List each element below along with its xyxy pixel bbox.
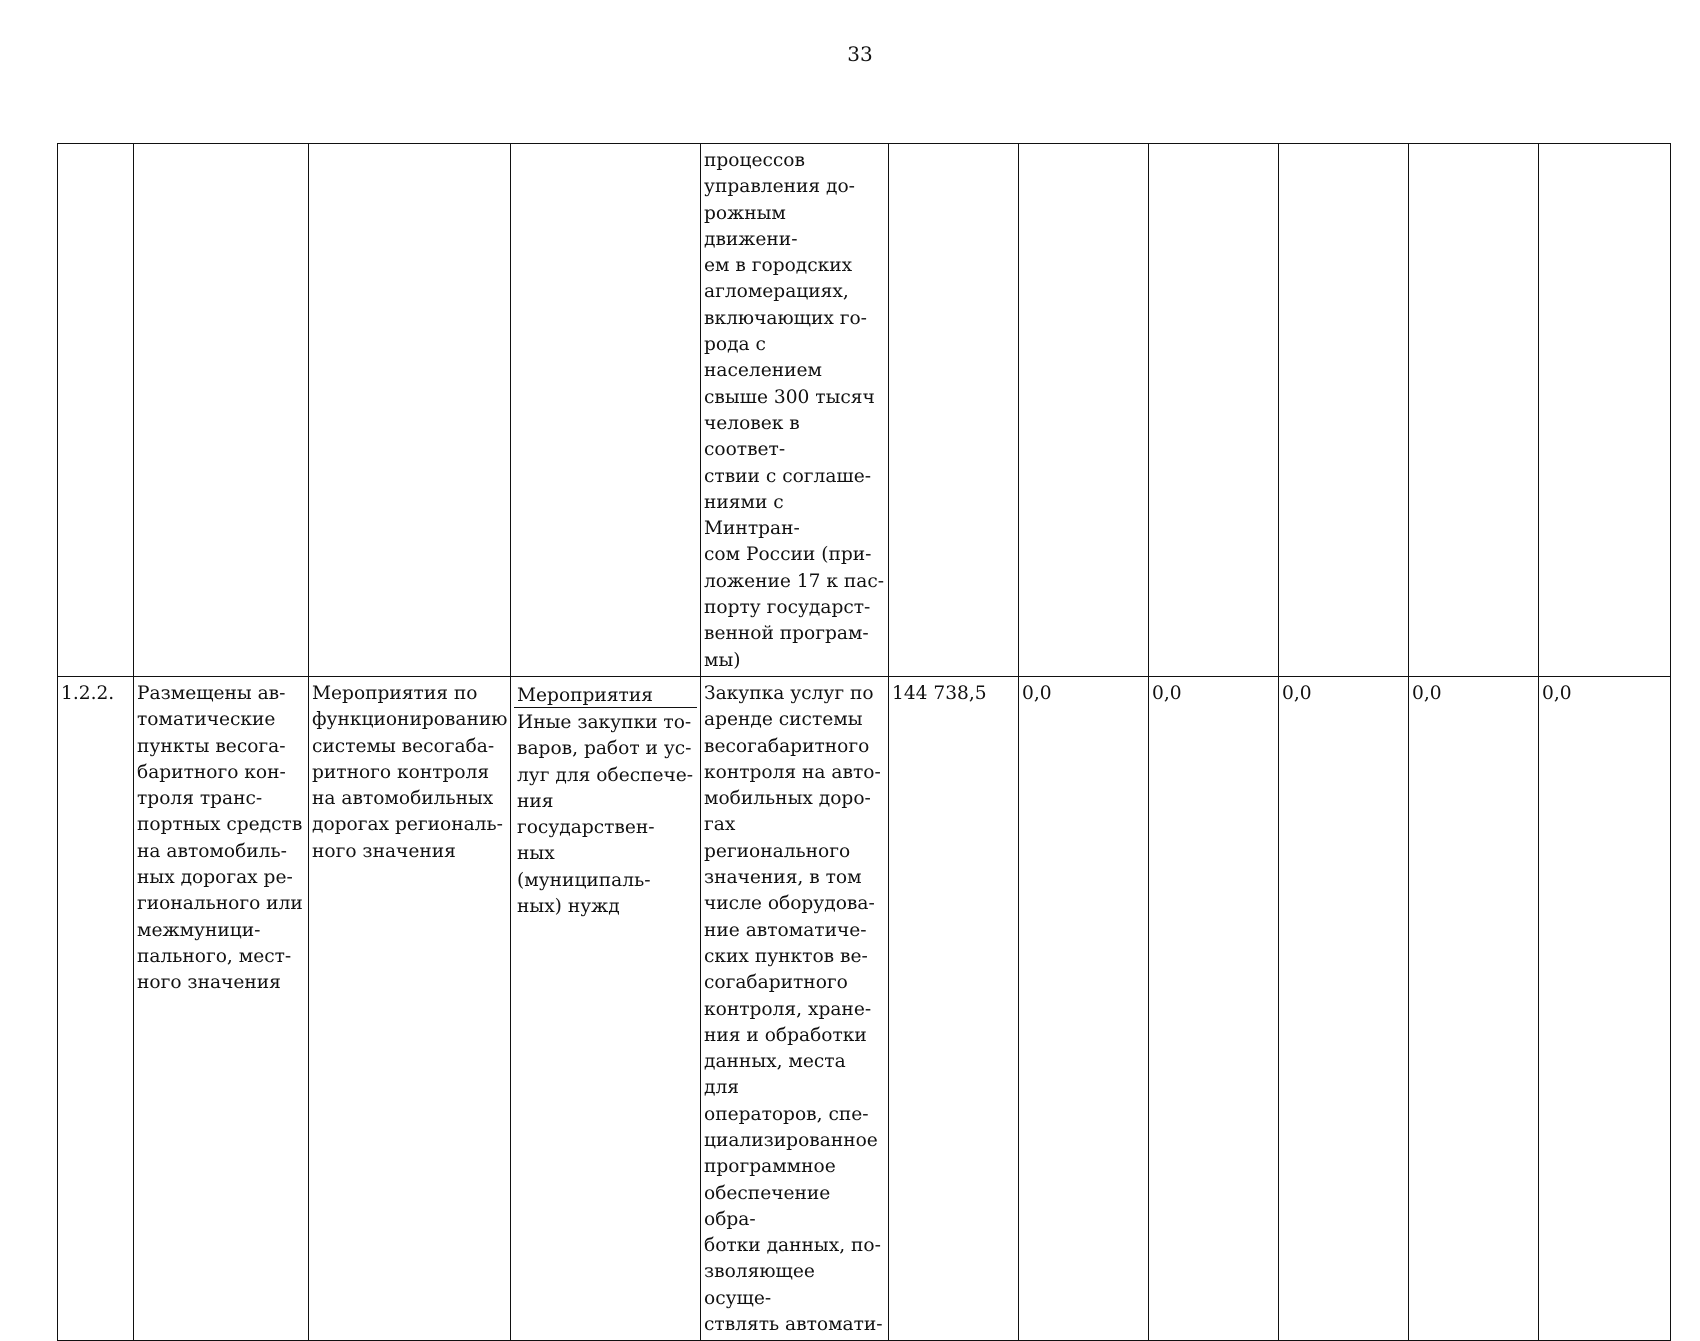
value-cell: [1539, 144, 1671, 677]
type-label: Мероприятия: [514, 681, 697, 708]
result-cell: Размещены ав- томатические пункты весога- баритного кон- троля транс- портных средств на автомобиль- ных дорогах ре- гионального или межмуници- пального, мест- ного значения: [134, 676, 309, 1340]
measure-cell: Мероприятия по функционированию системы весогаба- ритного контроля на автомобильных дорогах региональ- ного значения: [309, 676, 511, 1340]
type-subcategory: Иные закупки то- варов, работ и ус- луг для обеспече- ния государствен- ных (муниципаль- ных) нужд: [517, 711, 694, 918]
page-number: 33: [847, 42, 873, 66]
value-cell: 0,0: [1539, 676, 1671, 1340]
value-cell: [1149, 144, 1279, 677]
value-cell: 0,0: [1409, 676, 1539, 1340]
value-cell: 0,0: [1019, 676, 1149, 1340]
result-cell: [134, 144, 309, 677]
value-cell: [1019, 144, 1149, 677]
description-cell: процессов управления до- рожным движени- ем в городских агломерациях, включающих го- рода с населением свыше 300 тысяч человек в соответ- ствии с соглаше- ниями с Минтран- сом России (при- ложение 17 к пас- порту государст- венной програм- мы): [701, 144, 889, 677]
measure-cell: [309, 144, 511, 677]
value-cell: 0,0: [1149, 676, 1279, 1340]
value-cell: [1279, 144, 1409, 677]
value-cell: [889, 144, 1019, 677]
type-cell: [511, 676, 701, 1340]
type-cell: [511, 144, 701, 677]
table-row: [58, 676, 1671, 1340]
value-cell: [1409, 144, 1539, 677]
value-cell: 0,0: [1279, 676, 1409, 1340]
program-table: [57, 143, 1671, 1341]
table-row: [58, 144, 1671, 677]
description-cell: Закупка услуг по аренде системы весогабаритного контроля на авто- мобильных доро- гах регионального значения, в том числе оборудова- ние автоматиче- ских пунктов ве- согабаритного контроля, хране- ния и обработки данных, места для операторов, спе- циализированное программное обеспечение обра- ботки данных, по- зволяющее осуще- ствлять автомати-: [701, 676, 889, 1340]
row-number-cell: [58, 144, 134, 677]
row-number-cell: 1.2.2.: [58, 676, 134, 1340]
value-cell: 144 738,5: [889, 676, 1019, 1340]
